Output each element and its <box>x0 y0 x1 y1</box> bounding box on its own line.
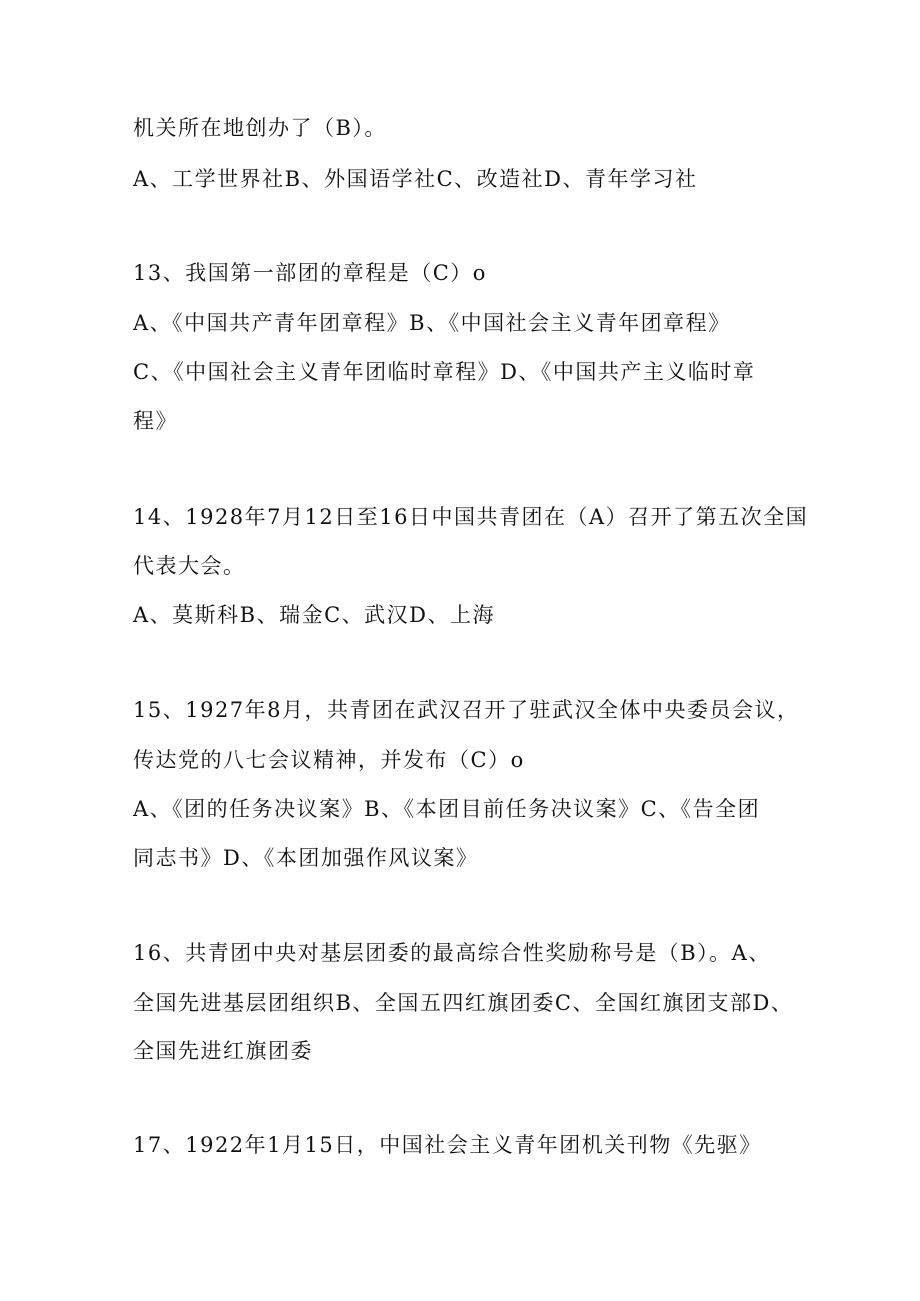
question-15: 15、1927年8月，共青团在武汉召开了驻武汉全体中央委员会议， <box>133 698 800 722</box>
text-line: 同志书》D、《本团加强作风议案》 <box>133 846 479 870</box>
answer-options: A、工学世界社B、外国语学社C、改造社D、青年学习社 <box>133 167 698 191</box>
answer-options: A、《团的任务决议案》B、《本团目前任务决议案》C、《告全团 <box>133 797 761 821</box>
question-14: 14、1928年7月12日至16日中国共青团在（A）召开了第五次全国 <box>133 505 809 529</box>
question-16: 16、共青团中央对基层团委的最高综合性奖励称号是（B）。A、 <box>133 941 771 965</box>
question-13: 13、我国第一部团的章程是（C）o <box>133 261 487 285</box>
question-17: 17、1922年1月15日，中国社会主义青年团机关刊物《先驱》 <box>133 1133 762 1157</box>
answer-options: A、莫斯科B、瑞金C、武汉D、上海 <box>133 603 496 627</box>
answer-options: 全国先进基层团组织B、全国五四红旗团委C、全国红旗团支部D、 <box>133 991 794 1015</box>
text-line: 程》 <box>133 409 178 433</box>
answer-options: A、《中国共产青年团章程》B、《中国社会主义青年团章程》 <box>133 311 731 335</box>
text-line: 传达党的八七会议精神，并发布（C）o <box>133 748 525 772</box>
answer-options: C、《中国社会主义青年团临时章程》D、《中国共产主义临时章 <box>133 360 756 384</box>
text-line: 代表大会。 <box>133 554 246 578</box>
text-line: 全国先进红旗团委 <box>133 1039 313 1063</box>
text-line: 机关所在地创办了（B）。 <box>133 116 387 140</box>
